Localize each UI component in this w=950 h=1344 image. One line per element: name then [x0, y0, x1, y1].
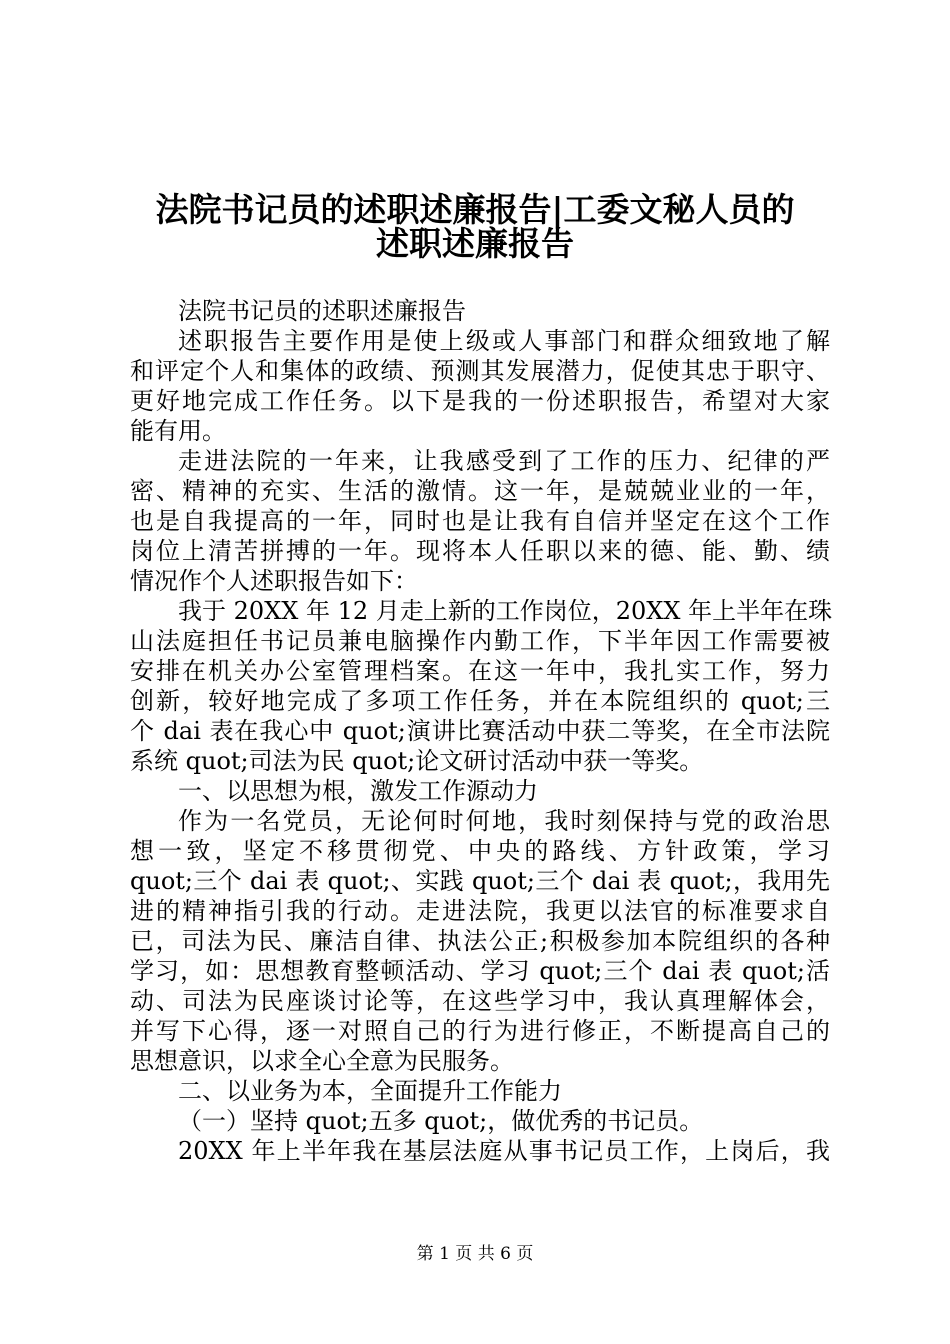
- document-title-line-1: 法院书记员的述职述廉报告|工委文秘人员的: [155, 190, 795, 229]
- body-line: 岗位上清苦拼搏的一年。现将本人任职以来的德、能、勤、绩: [130, 537, 830, 565]
- body-line: 密、精神的充实、生活的激情。这一年，是兢兢业业的一年，: [130, 477, 830, 505]
- document-body: [130, 296, 833, 1166]
- body-line: 法院书记员的述职述廉报告: [178, 297, 466, 325]
- body-line: 动、司法为民座谈讨论等，在这些学习中，我认真理解体会，: [130, 987, 830, 1015]
- body-line: 二、以业务为本，全面提升工作能力: [178, 1077, 562, 1105]
- body-line: 和评定个人和集体的政绩、预测其发展潜力，促使其忠于职守、: [130, 357, 830, 385]
- document-title-line-2: 述职述廉报告: [376, 224, 574, 263]
- body-line: 山法庭担任书记员兼电脑操作内勤工作，下半年因工作需要被: [130, 627, 830, 655]
- body-line: 作为一名党员，无论何时何地，我时刻保持与党的政治思: [178, 807, 830, 835]
- body-line: 个 dai 表在我心中 quot;演讲比赛活动中获二等奖，在全市法院: [130, 717, 830, 745]
- body-line: 更好地完成工作任务。以下是我的一份述职报告，希望对大家: [130, 387, 830, 415]
- body-line: （一）坚持 quot;五多 quot;，做优秀的书记员。: [178, 1107, 704, 1135]
- body-line: 学习，如：思想教育整顿活动、学习 quot;三个 dai 表 quot;活: [130, 957, 830, 985]
- body-line: 安排在机关办公室管理档案。在这一年中，我扎实工作，努力: [130, 657, 830, 685]
- body-line: 并写下心得，逐一对照自己的行为进行修正，不断提高自己的: [130, 1017, 830, 1045]
- page-footer: 第 1 页 共 6 页: [416, 1244, 534, 1264]
- body-line: 也是自我提高的一年，同时也是让我有自信并坚定在这个工作: [130, 507, 830, 535]
- body-line: 想一致，坚定不移贯彻党、中央的路线、方针政策，学习: [130, 837, 830, 865]
- body-line: 思想意识，以求全心全意为民服务。: [130, 1047, 514, 1075]
- body-line: 系统 quot;司法为民 quot;论文研讨活动中获一等奖。: [130, 747, 704, 775]
- body-line: 走进法院的一年来，让我感受到了工作的压力、纪律的严: [178, 447, 830, 475]
- body-line: 情况作个人述职报告如下：: [130, 567, 418, 595]
- body-line: 一、以思想为根，激发工作源动力: [178, 777, 538, 805]
- body-line: 20XX 年上半年我在基层法庭从事书记员工作，上岗后，我: [178, 1137, 830, 1165]
- body-line: 进的精神指引我的行动。走进法院，我更以法官的标准要求自: [130, 897, 830, 925]
- body-line: quot;三个 dai 表 quot;、实践 quot;三个 dai 表 quot;，我用先: [130, 867, 830, 895]
- body-line: 述职报告主要作用是使上级或人事部门和群众细致地了解: [178, 327, 830, 355]
- body-line: 已，司法为民、廉洁自律、执法公正;积极参加本院组织的各种: [130, 927, 830, 955]
- body-line: 创新，较好地完成了多项工作任务，并在本院组织的 quot;三: [130, 687, 830, 715]
- body-line: 能有用。: [130, 417, 226, 445]
- body-line: 我于 20XX 年 12 月走上新的工作岗位，20XX 年上半年在珠: [178, 597, 833, 625]
